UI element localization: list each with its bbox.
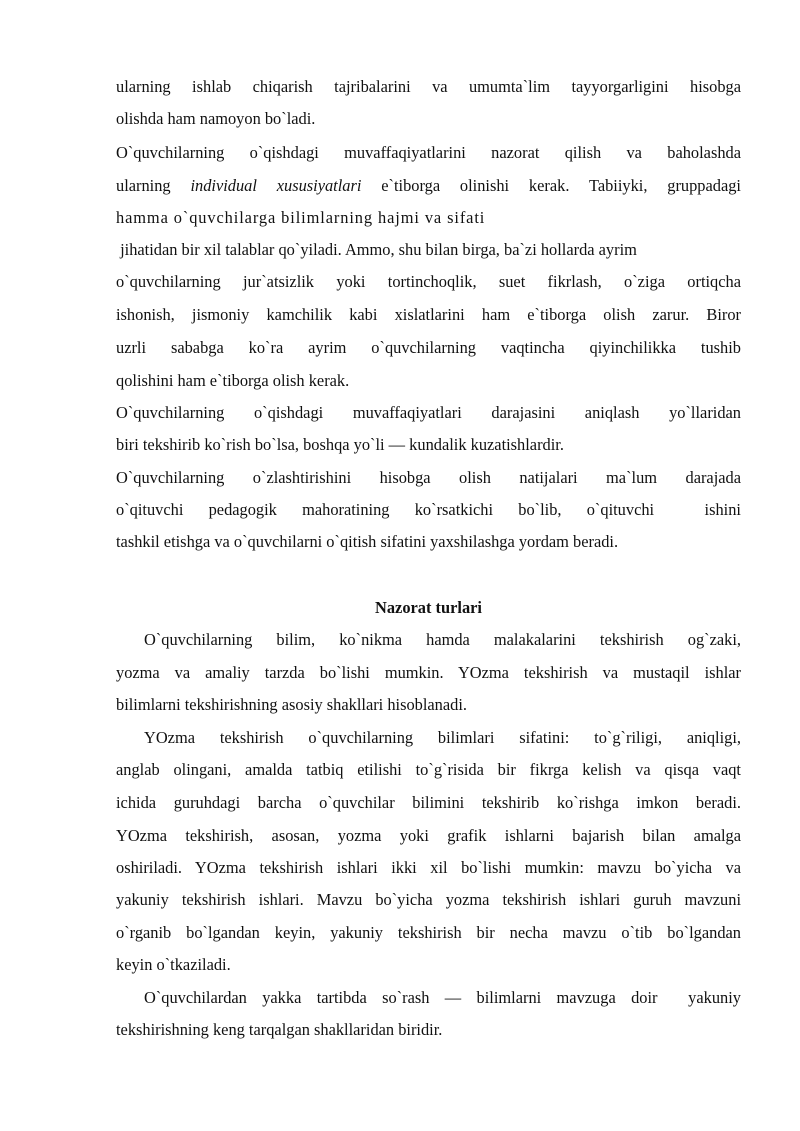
text-line: oshiriladi. YOzma tekshirish ishlari ikki xil bo`lishi mumkin: mavzu bo`yicha va (116, 858, 741, 877)
text-line: O`quvchilardan yakka tartibda so`rash — bilimlarni mavzuga doir yakuniy (144, 988, 741, 1007)
text-line: ishonish, jismoniy kamchilik kabi xislatlarini ham e`tiborga olish zarur. Biror (116, 305, 741, 324)
text-line: O`quvchilarning o`qishdagi muvaffaqiyatlari darajasini aniqlash yo`llaridan (116, 403, 741, 422)
text-line: yakuniy tekshirish ishlari. Mavzu bo`yicha yozma tekshirish ishlari guruh mavzuni (116, 890, 741, 909)
text-line: O`quvchilarning o`qishdagi muvaffaqiyatlarini nazorat qilish va baholashda (116, 143, 741, 162)
text-line: jihatidan bir xil talablar qo`yiladi. Ammo, shu bilan birga, ba`zi hollarda ayrim (116, 240, 637, 259)
emphasis-text: individual xususiyatlari (190, 176, 362, 195)
text-line: keyin o`tkaziladi. (116, 955, 231, 974)
text-line-with-emphasis (116, 176, 741, 196)
text-line: o`qituvchi pedagogik mahoratining ko`rsatkichi bo`lib, o`qituvchi ishini (116, 500, 741, 519)
text-fragment: e`tiborga olinishi kerak. Tabiiyki, gruppadagi (381, 176, 741, 195)
text-line: hamma o`quvchilarga bilimlarning hajmi va sifati (116, 208, 486, 227)
text-line: anglab olingani, amalda tatbiq etilishi to`g`risida bir fikrga kelish va qisqa vaqt (116, 760, 741, 779)
text-line: o`quvchilarning jur`atsizlik yoki tortinchoqlik, suet fikrlash, o`ziga ortiqcha (116, 272, 741, 291)
text-line: O`quvchilarning o`zlashtirishini hisobga olish natijalari ma`lum darajada (116, 468, 741, 487)
text-line: uzrli sababga ko`ra ayrim o`quvchilarning vaqtincha qiyinchilikka tushib (116, 338, 741, 357)
text-line: biri tekshirib ko`rish bo`lsa, boshqa yo`li — kundalik kuzatishlardir. (116, 435, 564, 454)
text-line: YOzma tekshirish, asosan, yozma yoki grafik ishlarni bajarish bilan amalga (116, 826, 741, 845)
text-line: qolishini ham e`tiborga olish kerak. (116, 371, 350, 390)
text-line: bilimlarni tekshirishning asosiy shakllari hisoblanadi. (116, 695, 467, 714)
text-line: o`rganib bo`lgandan keyin, yakuniy tekshirish bir necha mavzu o`tib bo`lgandan (116, 923, 741, 942)
section-heading: Nazorat turlari (375, 598, 482, 617)
text-line: O`quvchilarning bilim, ko`nikma hamda malakalarini tekshirish og`zaki, (144, 630, 741, 649)
text-line: olishda ham namoyon bo`ladi. (116, 109, 316, 128)
text-line: tashkil etishga va o`quvchilarni o`qitish sifatini yaxshilashga yordam beradi. (116, 532, 619, 551)
text-line: ichida guruhdagi barcha o`quvchilar bilimini tekshirib ko`rishga imkon beradi. (116, 793, 741, 812)
text-fragment: ularning (116, 176, 191, 195)
text-line: YOzma tekshirish o`quvchilarning bilimlari sifatini: to`g`riligi, aniqligi, (144, 728, 741, 747)
text-line: ularning ishlab chiqarish tajribalarini va umumta`lim tayyorgarligini hisobga (116, 77, 741, 96)
text-line: tekshirishning keng tarqalgan shakllaridan biridir. (116, 1020, 443, 1039)
text-line: yozma va amaliy tarzda bo`lishi mumkin. YOzma tekshirish va mustaqil ishlar (116, 663, 741, 682)
